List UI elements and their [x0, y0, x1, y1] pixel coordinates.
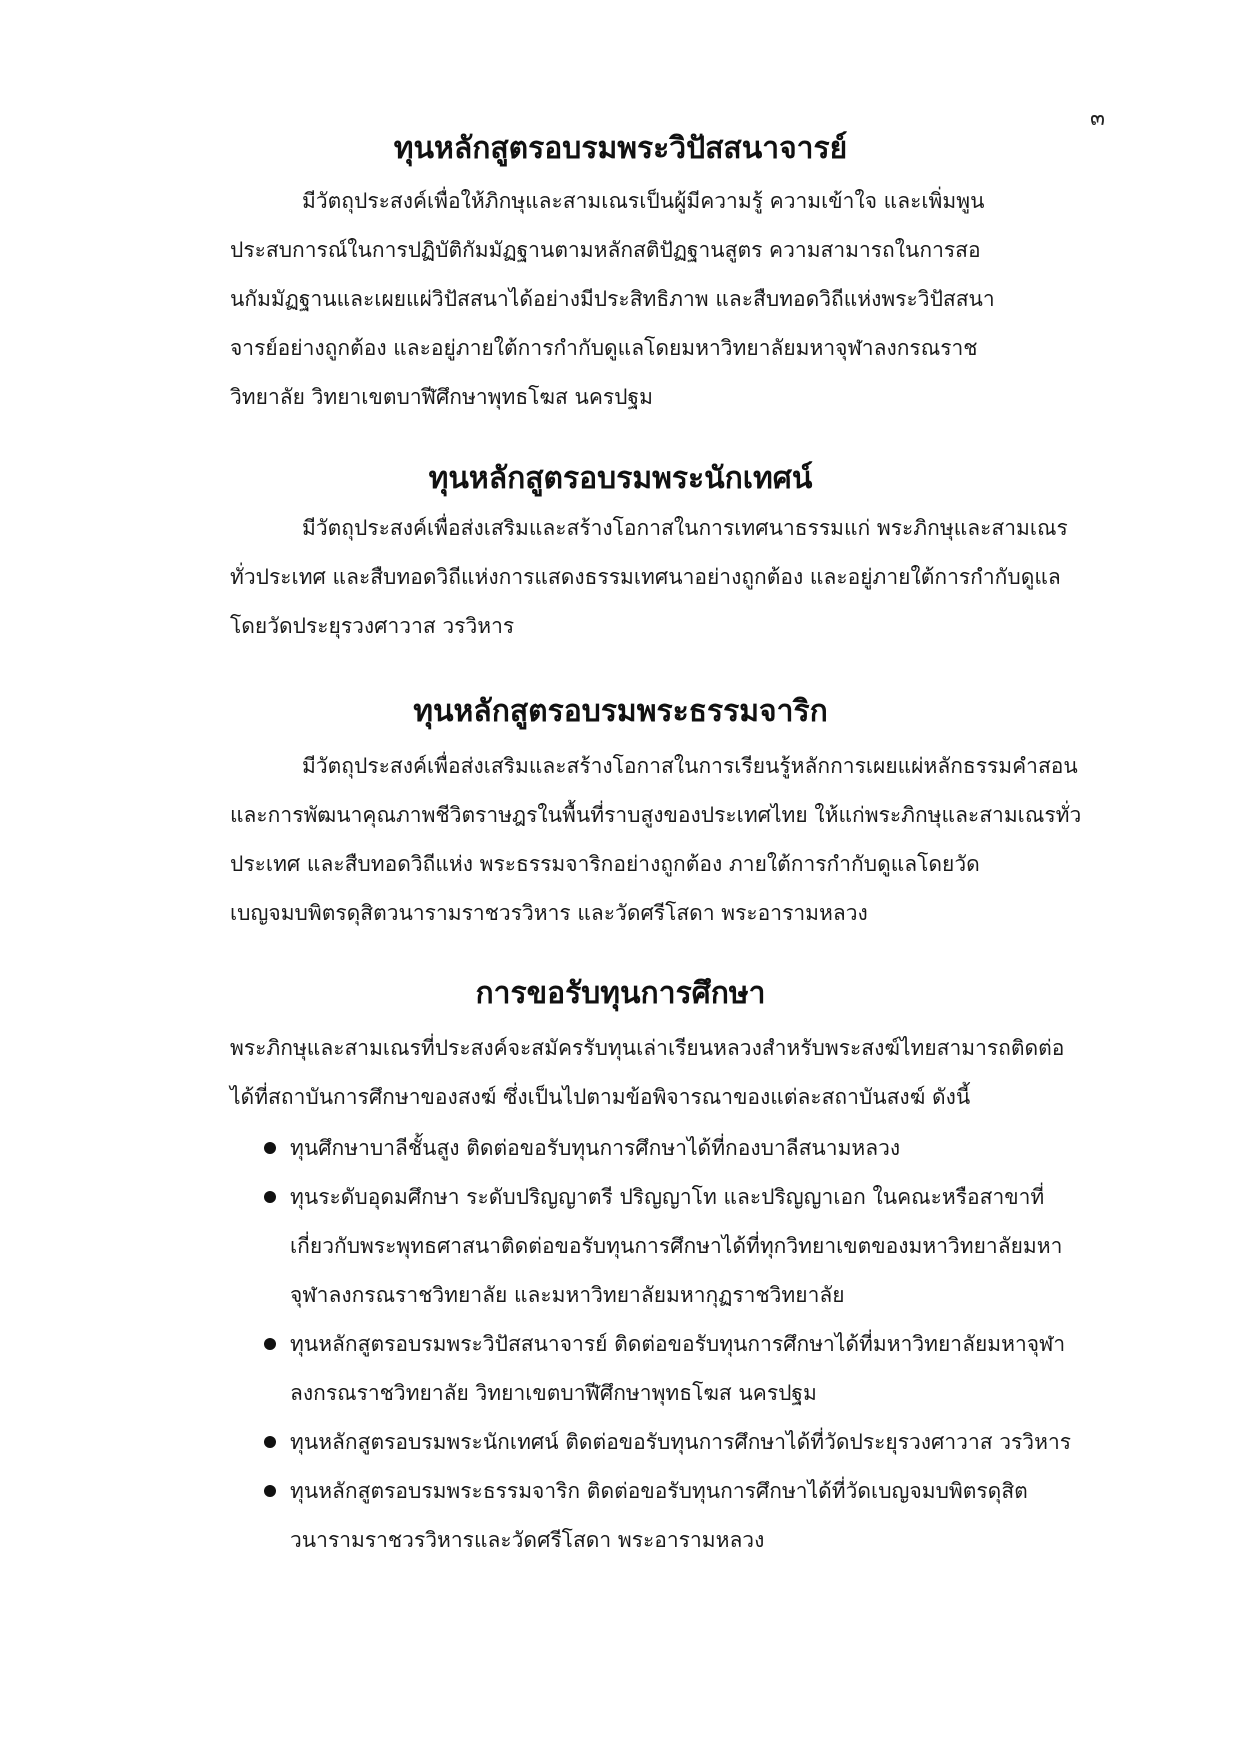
list-item-line: เกี่ยวกับพระพุทธศาสนาติดต่อขอรับทุนการศึกษาได้ที่ทุกวิทยาเขตของมหาวิทยาลัยมหา	[290, 1234, 1063, 1258]
body-line: มีวัตถุประสงค์เพื่อส่งเสริมและสร้างโอกาสในการเรียนรู้หลักการเผยแผ่หลักธรรมคำสอน	[302, 754, 1078, 778]
body-line: จารย์อย่างถูกต้อง และอยู่ภายใต้การกำกับดูแลโดยมหาวิทยาลัยมหาจุฬาลงกรณราช	[230, 336, 978, 360]
section-body-dhammajarik	[230, 742, 1081, 938]
list-item-line: ทุนหลักสูตรอบรมพระวิปัสสนาจารย์ ติดต่อขอรับทุนการศึกษาได้ที่มหาวิทยาลัยมหาจุฬา	[290, 1332, 1066, 1356]
list-item-line: ทุนหลักสูตรอบรมพระธรรมจาริก ติดต่อขอรับทุนการศึกษาได้ที่วัดเบญจมบพิตรดุสิต	[290, 1479, 1028, 1503]
list-item	[260, 1467, 1071, 1565]
body-line: วิทยาลัย วิทยาเขตบาฬีศึกษาพุทธโฆส นครปฐม	[230, 385, 653, 409]
bullet-icon	[264, 1142, 276, 1154]
list-item	[260, 1124, 1071, 1173]
body-line: พระภิกษุและสามเณรที่ประสงค์จะสมัครรับทุนเล่าเรียนหลวงสำหรับพระสงฆ์ไทยสามารถติดต่อ	[230, 1036, 1065, 1060]
list-item-line: ลงกรณราชวิทยาลัย วิทยาเขตบาฬีศึกษาพุทธโฆส นครปฐม	[290, 1381, 817, 1405]
bullet-icon	[264, 1191, 276, 1203]
body-line: โดยวัดประยุรวงศาวาส วรวิหาร	[230, 614, 515, 638]
list-item-line: ทุนระดับอุดมศึกษา ระดับปริญญาตรี ปริญญาโท และปริญญาเอก ในคณะหรือสาขาที่	[290, 1185, 1045, 1209]
page-number: ๓	[1090, 106, 1106, 131]
body-line: ประเทศ และสืบทอดวิถีแห่ง พระธรรมจาริกอย่างถูกต้อง ภายใต้การกำกับดูแลโดยวัด	[230, 852, 980, 876]
bullet-icon	[264, 1436, 276, 1448]
list-item-line: วนารามราชวรวิหารและวัดศรีโสดา พระอารามหลวง	[290, 1528, 765, 1552]
section-heading-vipassana: ทุนหลักสูตรอบรมพระวิปัสสนาจารย์	[393, 131, 848, 166]
section-body-vipassana	[230, 177, 995, 422]
scholarship-contact-list	[260, 1124, 1071, 1565]
bullet-icon	[264, 1338, 276, 1350]
body-line: เบญจมบพิตรดุสิตวนารามราชวรวิหาร และวัดศรีโสดา พระอารามหลวง	[230, 901, 868, 925]
list-item	[260, 1173, 1071, 1320]
list-item	[260, 1418, 1071, 1467]
list-item-line: ทุนศึกษาบาลีชั้นสูง ติดต่อขอรับทุนการศึกษาได้ที่กองบาลีสนามหลวง	[290, 1136, 901, 1160]
bullet-icon	[264, 1485, 276, 1497]
section-body-scholarship-request	[230, 1024, 1064, 1122]
body-line: มีวัตถุประสงค์เพื่อส่งเสริมและสร้างโอกาสในการเทศนาธรรมแก่ พระภิกษุและสามเณร	[302, 516, 1068, 540]
body-line: มีวัตถุประสงค์เพื่อให้ภิกษุและสามเณรเป็นผู้มีความรู้ ความเข้าใจ และเพิ่มพูน	[302, 189, 985, 213]
body-line: และการพัฒนาคุณภาพชีวิตราษฎรในพื้นที่ราบสูงของประเทศไทย ให้แก่พระภิกษุและสามเณรทั่ว	[230, 803, 1082, 827]
body-line: ได้ที่สถาบันการศึกษาของสงฆ์ ซึ่งเป็นไปตามข้อพิจารณาของแต่ละสถาบันสงฆ์ ดังนี้	[230, 1085, 971, 1109]
body-line: ประสบการณ์ในการปฏิบัติกัมมัฏฐานตามหลักสติปัฏฐานสูตร ความสามารถในการสอ	[230, 238, 981, 262]
list-item-line: ทุนหลักสูตรอบรมพระนักเทศน์ ติดต่อขอรับทุนการศึกษาได้ที่วัดประยุรวงศาวาส วรวิหาร	[290, 1430, 1072, 1454]
section-body-preacher	[230, 504, 1068, 651]
list-item-line: จุฬาลงกรณราชวิทยาลัย และมหาวิทยาลัยมหากุฏราชวิทยาลัย	[290, 1283, 845, 1307]
section-heading-preacher: ทุนหลักสูตรอบรมพระนักเทศน์	[428, 461, 813, 496]
section-heading-scholarship-request: การขอรับทุนการศึกษา	[475, 976, 766, 1011]
section-heading-dhammajarik: ทุนหลักสูตรอบรมพระธรรมจาริก	[413, 694, 828, 729]
body-line: ทั่วประเทศ และสืบทอดวิถีแห่งการแสดงธรรมเทศนาอย่างถูกต้อง และอยู่ภายใต้การกำกับดูแล	[230, 565, 1061, 589]
body-line: นกัมมัฏฐานและเผยแผ่วิปัสสนาได้อย่างมีประสิทธิภาพ และสืบทอดวิถีแห่งพระวิปัสสนา	[230, 287, 995, 311]
list-item	[260, 1320, 1071, 1418]
